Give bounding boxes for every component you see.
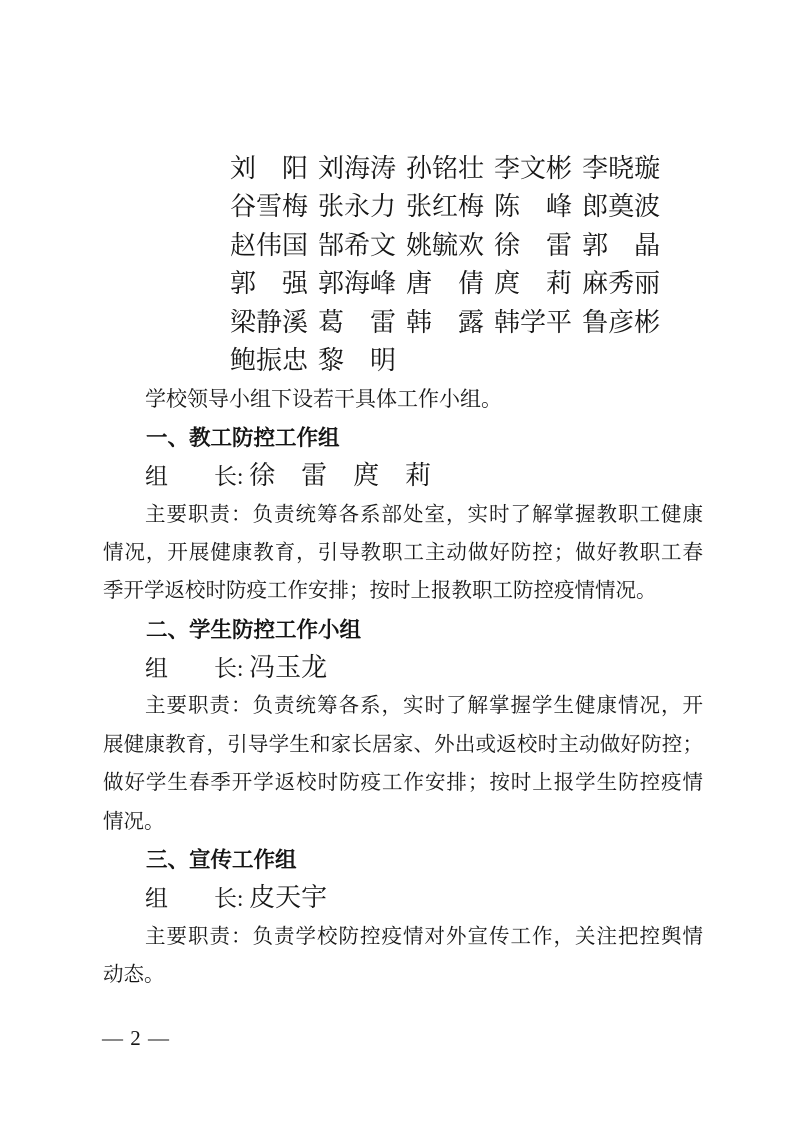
- duty-line: 情况，开展健康教育，引导教职工主动做好防控；做好教职工春: [103, 541, 703, 564]
- group-leader-line: [103, 457, 703, 495]
- duty-line: 展健康教育，引导学生和家长居家、外出或返校时主动做好防控；: [103, 733, 703, 756]
- person-name: 鲍振忠: [230, 345, 309, 375]
- name-row: [230, 150, 703, 188]
- person-name: 麻秀丽: [582, 269, 661, 299]
- work-group-sections: [103, 419, 703, 995]
- person-name: 张永力: [318, 192, 397, 222]
- person-name: 姚毓欢: [406, 230, 485, 260]
- person-name: 葛 雷: [318, 307, 397, 337]
- person-name: 鲁彦彬: [582, 307, 661, 337]
- person-name: 韩学平: [494, 307, 573, 337]
- duty-line: 主要职责：负责统筹各系部处室，实时了解掌握教职工健康: [145, 503, 703, 526]
- section-heading: 二、学生防控工作小组: [146, 617, 362, 642]
- name-row: [230, 304, 703, 342]
- person-name: 陈 峰: [494, 192, 573, 222]
- work-group-section: [103, 419, 703, 611]
- group-leader-names: 皮天宇: [249, 883, 328, 913]
- person-name: 郜希文: [318, 230, 397, 260]
- group-leader-line: [103, 649, 703, 687]
- duty-line: 动态。: [103, 964, 165, 987]
- duty-paragraph: [103, 687, 703, 841]
- person-name: 郭海峰: [318, 269, 397, 299]
- section-heading: 一、教工防控工作组: [146, 425, 340, 450]
- person-name: 谷雪梅: [230, 192, 309, 222]
- person-name: 孙铭壮: [406, 154, 485, 183]
- person-name: 郭 晶: [582, 230, 661, 260]
- group-leader-label: 组 长:: [145, 656, 250, 682]
- person-name: 刘 阳: [230, 154, 309, 183]
- person-name: 黎 明: [318, 345, 397, 375]
- person-name: 韩 露: [406, 307, 485, 337]
- group-leader-names: 徐 雷 庹 莉: [249, 461, 432, 491]
- work-group-section: [103, 611, 703, 841]
- duty-line: 主要职责：负责学校防控疫情对外宣传工作，关注把控舆情: [145, 925, 703, 948]
- name-row: [230, 227, 703, 265]
- duty-paragraph: [103, 918, 703, 995]
- work-group-section: [103, 841, 703, 995]
- group-leader-names: 冯玉龙: [249, 653, 328, 683]
- page-number: — 2 —: [102, 1026, 170, 1050]
- name-list: [230, 150, 703, 380]
- group-leader-line: [103, 879, 703, 917]
- intro-paragraph: 学校领导小组下设若干具体工作小组。: [145, 387, 502, 412]
- person-name: 徐 雷: [494, 230, 573, 260]
- person-name: 张红梅: [406, 192, 485, 222]
- section-heading: 三、宣传工作组: [146, 848, 297, 873]
- name-row: [230, 265, 703, 303]
- duty-line: 情况。: [103, 810, 165, 833]
- person-name: 郭 强: [230, 269, 309, 299]
- duty-line: 季开学返校时防疫工作安排；按时上报教职工防控疫情情况。: [103, 580, 657, 603]
- group-leader-label: 组 长:: [145, 464, 250, 490]
- duty-line: 主要职责：负责统筹各系，实时了解掌握学生健康情况，开: [145, 695, 703, 718]
- person-name: 唐 倩: [406, 269, 485, 299]
- document-content: [103, 150, 703, 995]
- person-name: 郎奠波: [582, 192, 661, 222]
- person-name: 刘海涛: [318, 154, 397, 183]
- group-leader-label: 组 长:: [145, 886, 250, 912]
- person-name: 李文彬: [494, 154, 573, 183]
- duty-line: 做好学生春季开学返校时防疫工作安排；按时上报学生防控疫情: [103, 772, 703, 795]
- duty-paragraph: [103, 496, 703, 611]
- person-name: 李晓璇: [582, 154, 661, 183]
- person-name: 梁静溪: [230, 307, 309, 337]
- name-row: [230, 188, 703, 226]
- person-name: 庹 莉: [494, 269, 573, 299]
- name-row: [230, 342, 703, 380]
- person-name: 赵伟国: [230, 230, 309, 260]
